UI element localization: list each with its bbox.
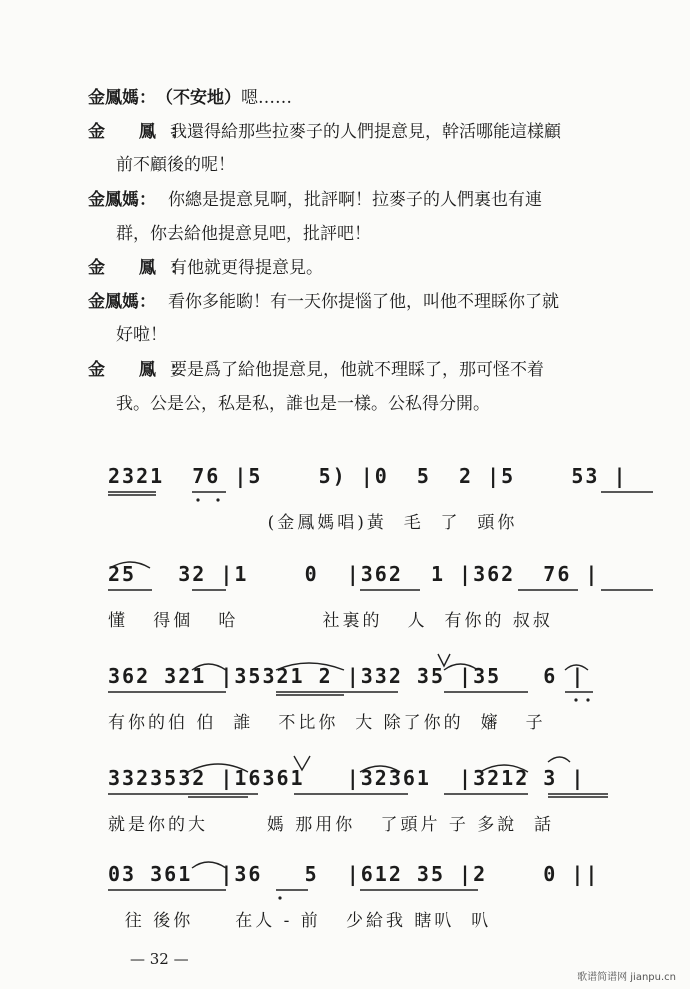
notation-marks <box>108 562 668 602</box>
dialogue-continuation: 前不顧後的呢！ <box>116 155 235 175</box>
notation-marks <box>108 766 668 806</box>
notation-line: 3323532 |16361 |32361 |3212 3 | <box>108 766 586 790</box>
notation-marks <box>108 464 668 504</box>
notation-marks <box>108 664 668 704</box>
lyrics-line: 有你的伯 伯 誰 不比你 大 除了你的 嬸 子 <box>108 713 546 733</box>
score-row-5 <box>108 862 668 932</box>
notation-line: 03 361 |36 5 |612 35 |2 0 || <box>108 862 600 886</box>
speaker: 金鳳媽： <box>88 190 156 210</box>
dialogue-text: 你總是提意見啊，批評啊！拉麥子的人們裏也有連 <box>168 190 542 210</box>
score-row-4 <box>108 766 668 836</box>
speaker: 金 鳳： <box>88 360 201 380</box>
speaker: 金 鳳： <box>88 258 201 278</box>
speaker: 金 鳳： <box>88 122 201 142</box>
dialogue-text: 我還得給那些拉麥子的人們提意見，幹活哪能這樣顧 <box>170 122 561 142</box>
notation-line: 2321 76 |5 5) |0 5 2 |5 53 | <box>108 464 628 488</box>
lyrics-line: 往 後你 在人 - 前 少給我 瞎叭 叭 <box>108 911 492 931</box>
dialogue-line-4 <box>88 256 323 280</box>
dialogue-text: 嗯…… <box>241 88 292 108</box>
dialogue-continuation: 好啦！ <box>116 325 167 345</box>
dialogue-continuation: 我。公是公，私是私，誰也是一樣。公私得分開。 <box>116 394 490 414</box>
speaker: 金鳳媽： <box>88 292 156 312</box>
score-row-2 <box>108 562 668 632</box>
stage-direction: （不安地） <box>156 88 241 108</box>
lyrics-line: (金鳳媽唱)黃 毛 了 頭你 <box>108 513 518 533</box>
score-row-1 <box>108 464 668 534</box>
notation-marks <box>108 862 668 902</box>
speaker: 金鳳媽： <box>88 88 156 108</box>
watermark: 歌谱简谱网 jianpu.cn <box>577 972 676 983</box>
dialogue-text: 有他就更得提意見。 <box>170 258 323 278</box>
dialogue-line-5 <box>88 290 559 314</box>
dialogue-text: 看你多能喲！有一天你提惱了他，叫他不理睬你了就 <box>168 292 559 312</box>
lyrics-line: 就是你的大 媽 那用你 了頭片 子 多說 話 <box>108 815 555 835</box>
dialogue-line-1 <box>88 86 292 110</box>
dialogue-line-3 <box>88 188 542 212</box>
page-number: — 32 — <box>130 950 189 968</box>
notation-line: 362 321 |35321 2 |332 35 |35 6 | <box>108 664 586 688</box>
dialogue-text: 要是爲了給他提意見，他就不理睬了，那可怪不着 <box>170 360 544 380</box>
dialogue-line-6 <box>88 358 544 382</box>
score-row-3 <box>108 664 668 734</box>
lyrics-line: 懂 得個 哈 社裏的 人 有你的 叔叔 <box>108 611 553 631</box>
dialogue-continuation: 群，你去給他提意見吧，批評吧！ <box>116 224 371 244</box>
notation-line: 25 32 |1 0 |362 1 |362 76 | <box>108 562 600 586</box>
dialogue-line-2 <box>88 120 561 144</box>
